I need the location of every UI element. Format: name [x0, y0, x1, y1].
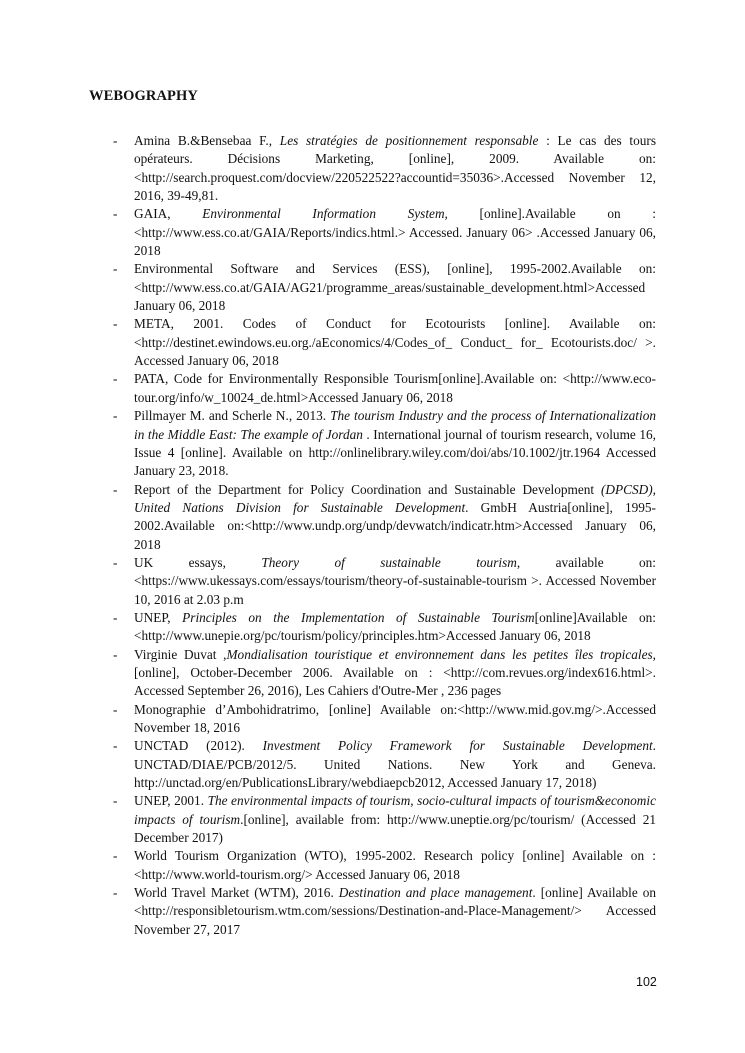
- bullet-dash: -: [113, 793, 118, 809]
- reference-entry: [113, 737, 656, 792]
- bullet-dash: -: [113, 885, 118, 901]
- reference-title: Mondialisation touristique et environnement dans les petites îles tropicales,: [226, 646, 656, 662]
- reference-text: Virginie Duvat ,: [134, 646, 227, 662]
- reference-title: (DPCSD), United Nations Division for Sustainable Development: [134, 481, 656, 515]
- bullet-dash: -: [113, 609, 118, 625]
- reference-entry: [113, 260, 656, 315]
- reference-title: Les stratégies de positionnement responsable: [279, 133, 539, 148]
- reference-text: , available on: <https://www.ukessays.com/essays/tourism/theory-of-sustainable-tourism >. Accessed November 10, 2016 at 2.03 p.m: [134, 554, 657, 607]
- reference-text: . [online] Available on <http://responsibletourism.wtm.com/sessions/Destination-and-Place-Management/> Accessed November 27, 2017: [134, 885, 656, 937]
- reference-entry: [113, 315, 656, 370]
- bullet-dash: -: [113, 371, 118, 387]
- reference-entry: [113, 609, 656, 646]
- reference-text: GAIA,: [134, 206, 203, 222]
- reference-text: META, 2001. Codes of Conduct for Ecotourists [online]. Available on: <http://destinet.ewindows.eu.org./aEconomics/4/Codes_of_ Conduct_ for_ Ecotourists.doc/ >. Accessed January 06, 2018: [134, 316, 656, 369]
- section-heading: WEBOGRAPHY: [89, 88, 198, 104]
- reference-text: Environmental Software and Services (ESS), [online], 1995-2002.Available on:<http://www.ess.co.at/GAIA/AG21/programme_areas/sustainable_development.html>Accessed January 06, 2018: [134, 261, 656, 314]
- reference-text: PATA, Code for Environmentally Responsible Tourism[online].Available on: <http://www.eco-tour.org/info/w_10024_de.html>Accessed January 06, 2018: [134, 371, 656, 405]
- reference-text: [online]Available on: <http://www.unepie.org/pc/tourism/policy/principles.htm>Accessed January 06, 2018: [134, 609, 656, 644]
- reference-text: World Tourism Organization (WTO), 1995-2002. Research policy [online] Available on : <http://www.world-tourism.org/> Accessed January 06, 2018: [134, 848, 656, 882]
- bullet-dash: -: [113, 261, 118, 277]
- reference-title: Principles on the Implementation of Sustainable Tourism: [182, 609, 535, 625]
- bullet-dash: -: [113, 316, 118, 332]
- bullet-dash: -: [113, 481, 118, 497]
- reference-entry: [113, 701, 656, 738]
- bullet-dash: -: [113, 408, 118, 424]
- reference-text: : Le cas des tours opérateurs. Décisions Marketing, [online], 2009. Available on: <http://search.proquest.com/docview/220522522?accountid=35036>.Accessed November 12, 2016, 39-49,81.: [134, 133, 656, 204]
- webography-list: [113, 132, 657, 939]
- reference-text: Report of the Department for Policy Coordination and Sustainable Development: [134, 481, 601, 497]
- reference-title: Destination and place management: [338, 885, 533, 901]
- reference-text: UNEP, 2001.: [134, 793, 208, 809]
- reference-title: The environmental impacts of tourism, socio-cultural impacts of tourism&economic impacts of tourism: [134, 793, 656, 827]
- reference-entry: [113, 205, 656, 260]
- bullet-dash: -: [113, 738, 118, 754]
- reference-entry: [113, 554, 657, 609]
- bullet-dash: -: [113, 646, 118, 662]
- reference-text: Monographie d’Ambohidratrimo, [online] Available on:<http://www.mid.gov.mg/>.Accessed November 18, 2016: [134, 701, 656, 735]
- page-number: 102: [636, 975, 657, 989]
- reference-text: UK essays,: [134, 554, 262, 570]
- bullet-dash: -: [113, 133, 118, 148]
- reference-entry: [113, 370, 656, 407]
- bullet-dash: -: [113, 848, 118, 864]
- reference-text: UNCTAD (2012).: [134, 738, 263, 754]
- reference-text: World Travel Market (WTM), 2016.: [134, 885, 339, 901]
- reference-text: . GmbH Austria[online], 1995-2002.Available on:<http://www.undp.org/undp/devwatch/indicatr.htm>Accessed January 06, 2018: [134, 499, 656, 552]
- reference-title: Theory of sustainable tourism: [261, 554, 517, 570]
- reference-entry: [113, 646, 656, 701]
- reference-entry: [113, 884, 656, 939]
- reference-text: Amina B.&Bensebaa F.,: [134, 133, 280, 148]
- bullet-dash: -: [113, 206, 118, 222]
- reference-text: .[online], available from: http://www.uneptie.org/pc/tourism/ (Accessed 21 December 2017): [134, 811, 656, 846]
- reference-entry: [113, 847, 656, 884]
- reference-text: Pillmayer M. and Scherle N., 2013.: [134, 408, 331, 424]
- reference-title: Investment Policy Framework for Sustainable Development: [262, 738, 653, 754]
- reference-text: UNEP,: [134, 609, 183, 625]
- reference-entry: [113, 407, 656, 480]
- reference-entry: [113, 481, 656, 554]
- reference-title: The tourism Industry and the process of Internationalization in the Middle East: The example of Jordan: [134, 408, 656, 442]
- bullet-dash: -: [113, 554, 118, 570]
- reference-text: . International journal of tourism research, volume 16, Issue 4 [online]. Available on http://onlinelibrary.wiley.com/doi/abs/10.1002/jtr.1964 Accessed January 23, 2018.: [134, 426, 656, 479]
- reference-entry: [113, 132, 656, 205]
- bullet-dash: -: [113, 701, 118, 717]
- reference-text: [online].Available on :<http://www.ess.co.at/GAIA/Reports/indics.html.> Accessed. January 06> .Accessed January 06, 2018: [134, 206, 656, 259]
- reference-entry: [113, 792, 656, 847]
- reference-title: Environmental Information System,: [202, 206, 448, 222]
- reference-text: [online], October-December 2006. Available on : <http://com.revues.org/index616.html>. Accessed September 26, 2016), Les Cahiers d'Outre-Mer , 236 pages: [134, 664, 656, 699]
- reference-text: . UNCTAD/DIAE/PCB/2012/5. United Nations. New York and Geneva. http://unctad.org/en/PublicationsLibrary/webdiaepcb2012, Accessed January 17, 2018): [134, 738, 656, 791]
